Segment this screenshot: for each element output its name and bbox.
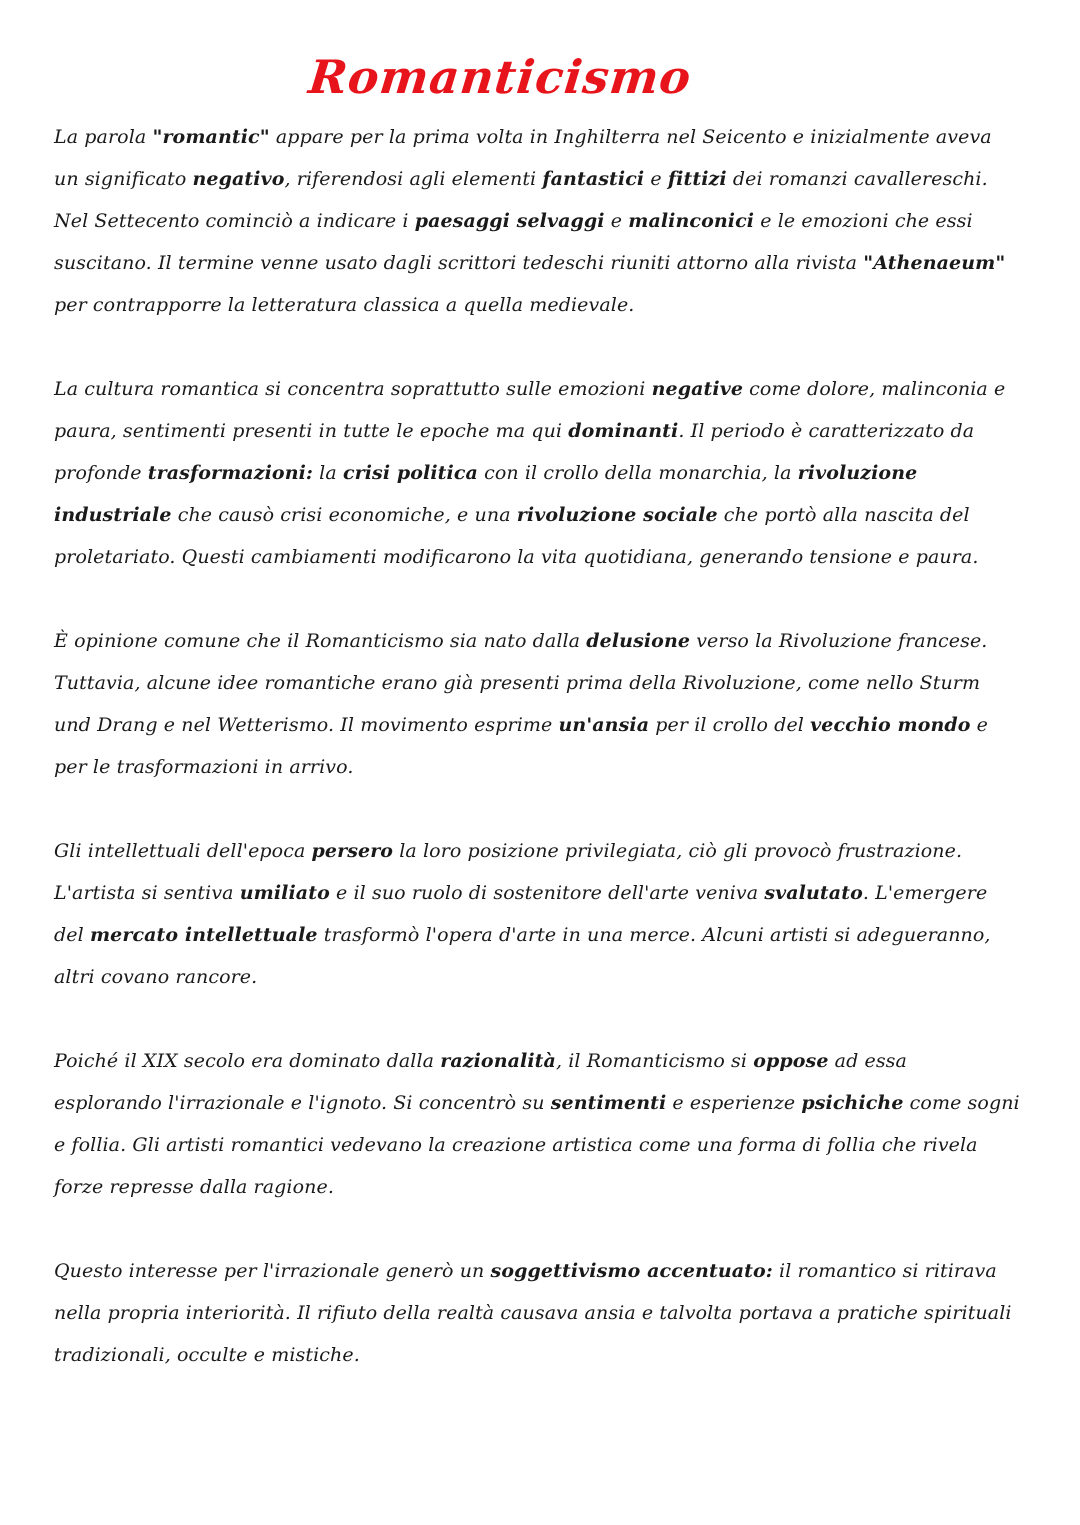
bold-term: mercato intellettuale bbox=[89, 924, 318, 946]
text-run: che causò crisi economiche, e una bbox=[171, 504, 517, 526]
bold-term: oppose bbox=[753, 1050, 829, 1072]
title-text: Romanticismo bbox=[306, 50, 694, 104]
bold-term: "romantic" bbox=[152, 126, 270, 148]
bold-term: umiliato bbox=[239, 882, 330, 904]
bold-term: paesaggi selvaggi bbox=[414, 210, 605, 232]
text-run: appare per la prima volta in Inghilterra nel Seicento e inizialmente aveva un significato bbox=[54, 126, 992, 190]
text-run: come sogni e follia. Gli artisti romantici vedevano la creazione artistica come una forma di follia che rivela forze represse dalla ragione. bbox=[54, 1092, 1020, 1198]
text-run: e bbox=[644, 168, 668, 190]
text-run: Poiché il XIX secolo era dominato dalla bbox=[54, 1050, 441, 1072]
bold-term: malinconici bbox=[628, 210, 755, 232]
text-run: , riferendosi agli elementi bbox=[284, 168, 543, 190]
bold-term: vecchio mondo bbox=[810, 714, 971, 736]
text-run: È opinione comune che il Romanticismo sia nato dalla bbox=[54, 630, 587, 652]
text-run: ad essa esplorando l'irrazionale e l'ignoto. Si concentrò su bbox=[54, 1050, 907, 1114]
page-title bbox=[54, 42, 1020, 112]
bold-term: svalutato bbox=[764, 882, 863, 904]
paragraph-origins bbox=[54, 116, 1020, 326]
text-run: . L'emergere del bbox=[54, 882, 988, 946]
text-run: con il crollo della monarchia, la bbox=[477, 462, 798, 484]
bold-term: negative bbox=[651, 378, 744, 400]
bold-term: trasformazioni: bbox=[147, 462, 314, 484]
bold-term: soggettivismo accentuato: bbox=[490, 1260, 773, 1282]
text-run: che portò alla nascita del proletariato. Questi cambiamenti modificarono la vita quotidiana, generando tensione e paura. bbox=[54, 504, 979, 568]
text-run: verso la Rivoluzione francese. Tuttavia, alcune idee romantiche erano già presenti prima della Rivoluzione, come nello Sturm und Drang e nel Wetterismo. Il movimento esprime bbox=[54, 630, 988, 736]
bold-term: un'ansia bbox=[558, 714, 650, 736]
text-run: dei romanzi cavallereschi. Nel Settecento cominciò a indicare i bbox=[54, 168, 988, 232]
paragraph-intellectuals bbox=[54, 830, 1020, 998]
paragraph-revolution bbox=[54, 620, 1020, 788]
bold-term: fittizi bbox=[667, 168, 727, 190]
text-run: La parola bbox=[54, 126, 153, 148]
bold-term: "Athenaeum" bbox=[863, 252, 1006, 274]
paragraph-subjectivism bbox=[54, 1250, 1020, 1376]
text-run: per contrapporre la letteratura classica a quella medievale. bbox=[54, 294, 635, 316]
text-run: . Il periodo è caratterizzato da profonde bbox=[54, 420, 975, 484]
text-run: , il Romanticismo si bbox=[555, 1050, 754, 1072]
bold-term: crisi politica bbox=[342, 462, 478, 484]
text-run: per il crollo del bbox=[649, 714, 811, 736]
text-run: trasformò l'opera d'arte in una merce. Alcuni artisti si adegueranno, altri covano rancore. bbox=[54, 924, 991, 988]
bold-term: rivoluzione sociale bbox=[516, 504, 718, 526]
text-run: la loro posizione privilegiata, ciò gli provocò frustrazione. L'artista si sentiva bbox=[54, 840, 963, 904]
text-run: Questo interesse per l'irrazionale generò un bbox=[54, 1260, 491, 1282]
text-run: Gli intellettuali dell'epoca bbox=[54, 840, 312, 862]
text-run: e le emozioni che essi suscitano. Il termine venne usato dagli scrittori tedeschi riuniti attorno alla rivista bbox=[54, 210, 973, 274]
bold-term: rivoluzione industriale bbox=[54, 462, 918, 526]
bold-term: persero bbox=[311, 840, 394, 862]
text-run: come dolore, malinconia e paura, sentimenti presenti in tutte le epoche ma qui bbox=[54, 378, 1006, 442]
paragraph-irrational bbox=[54, 1040, 1020, 1208]
text-run: e per le trasformazioni in arrivo. bbox=[54, 714, 989, 778]
paragraph-emotions bbox=[54, 368, 1020, 578]
text-run: il romantico si ritirava nella propria interiorità. Il rifiuto della realtà causava ansia e talvolta portava a pratiche spirituali tradizionali, occulte e mistiche. bbox=[54, 1260, 1012, 1366]
bold-term: psichiche bbox=[801, 1092, 904, 1114]
bold-term: fantastici bbox=[542, 168, 645, 190]
bold-term: dominanti bbox=[568, 420, 679, 442]
text-run: e il suo ruolo di sostenitore dell'arte veniva bbox=[329, 882, 765, 904]
text-run: e bbox=[604, 210, 629, 232]
text-run: e esperienze bbox=[666, 1092, 802, 1114]
text-run: la bbox=[313, 462, 343, 484]
bold-term: negativo bbox=[192, 168, 285, 190]
bold-term: razionalità bbox=[440, 1050, 556, 1072]
bold-term: delusione bbox=[586, 630, 691, 652]
text-run: La cultura romantica si concentra soprattutto sulle emozioni bbox=[54, 378, 652, 400]
bold-term: sentimenti bbox=[550, 1092, 667, 1114]
